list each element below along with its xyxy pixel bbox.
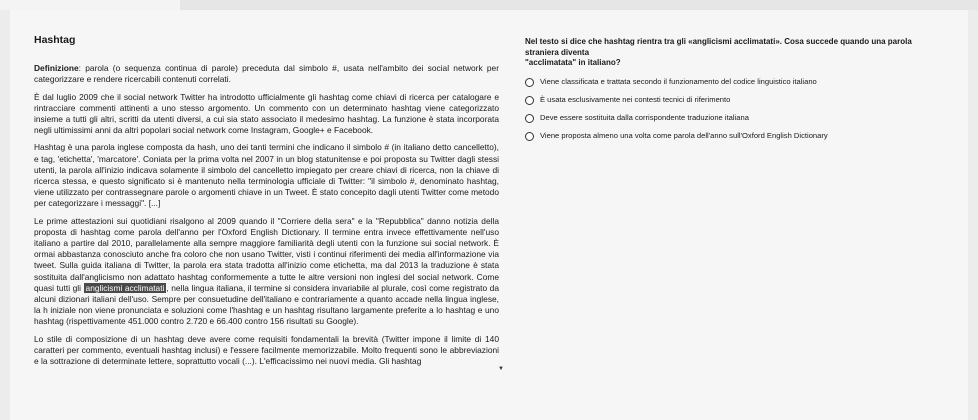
- answer-option-1[interactable]: Viene classificata e trattata secondo il funzionamento del codice linguistico italiano: [525, 77, 945, 89]
- answer-option-4[interactable]: Viene proposta almeno una volta come parola dell'anno sull'Oxford English Dictionary: [525, 131, 945, 143]
- answer-option-2[interactable]: È usata esclusivamente nei contesti tecnici di riferimento: [525, 95, 945, 107]
- scroll-down-icon[interactable]: ▼: [498, 366, 504, 372]
- definition-term: Definizione: [34, 63, 79, 74]
- paragraph-3: Hashtag è una parola inglese composta da hash, uno dei tanti termini che indicano il simbolo # (in italiano detto cancelletto), e tag, 'etichetta', 'marcatore'. Coniata per la prima volta nel 2007 in un blog statunitense e poi proposta su Twitter dagli stessi utenti, la parola all'inizio indicava solamente il simbolo del cancelletto impiegato per creare chiavi di ricerca, non la chiave di ricerca stessa, e questo significato si è mantenuto nella terminologia ufficiale di Twitter: "il simbolo #, denominato hashtag, viene utilizzato per contrassegnare parole o argomenti chiave in un Tweet. È stato concepito dagli utenti Twitter come metodo per categorizzare i messaggi". [...]: [34, 142, 499, 209]
- radio-button[interactable]: [525, 96, 534, 105]
- article-panel: [34, 34, 499, 367]
- browser-tab[interactable]: [0, 0, 180, 10]
- question-panel: [525, 37, 945, 149]
- highlighted-term: anglicismi acclimatati: [85, 282, 165, 293]
- paragraph-5: Lo stile di composizione di un hashtag deve avere come requisiti fondamentali la brevità (Twitter impone il limite di 140 caratteri per commento, eventuali hashtag inclusi) e l'essere facilmente memorizzabile. Molto frequenti sono le abbreviazioni e la sottrazione di determinate lettere, soprattutto vocali (...). L'efficacissimo nei nuovi media. Gli hashtag: [34, 333, 499, 367]
- browser-top-bar: [0, 0, 978, 10]
- radio-button[interactable]: [525, 114, 534, 123]
- radio-button[interactable]: [525, 132, 534, 141]
- article-title: Hashtag: [34, 34, 76, 46]
- paragraph-2: È dal luglio 2009 che il social network Twitter ha introdotto ufficialmente gli hashtag come chiavi di ricerca per catalogare e rintracciare commenti attinenti a uno stesso argomento. Un commento con un determinato hashtag viene categorizzato insieme a tutti gli altri, scritti da utenti diversi, a cui sia stato associato il medesimo hashtag. La funzione è stata incorporata negli ultimissimi anni da altri popolari social network come Instagram, Google+ e Facebook.: [34, 91, 499, 136]
- radio-button[interactable]: [525, 78, 534, 87]
- question-text: Nel testo si dice che hashtag rientra tra gli «anglicismi acclimatati». Cosa succede quando una parola straniera diventa "acclimatata" in italiano?: [525, 37, 912, 67]
- answer-option-3[interactable]: Deve essere sostituita dalla corrispondente traduzione italiana: [525, 113, 945, 125]
- paragraph-4: Le prime attestazioni sui quotidiani risalgono al 2009 quando il "Corriere della sera" e la "Repubblica" danno notizia della proposta di hashtag come parola dell'anno per l'Oxford English Dictionary. Il termine entra invece effettivamente nell'uso italiano a partire dal 2010, parallelamente alla sempre maggiore familiarità degli utenti con la funzione sui social network. È ormai abbastanza conosciuto anche fra coloro che non usano Twitter, visti i continui riferimenti dei media all'informazione via tweet. Sulla guida italiana di Twitter, la parola era stata tradotta all'inizio come etichetta, ma dal 2013 la traduzione è stata sostituita dall'anglicismo non adattato hashtag conformemente a tutte le altre versioni non inglesi del social network. Come quasi tutti gli anglicismi acclimatati , nella lingua italiana, il termine si considera invariabile al plurale, così come registrato da alcuni dizionari italiani dell'uso. Sempre per consuetudine dell'italiano e contrariamente a quanto accade nella lingua inglese, la h iniziale non viene pronunciata e soluzioni come l'hashtag e un hashtag risultano largamente preferite a lo hashtag e uno hashtag (rispettivamente 451.000 contro 2.720 e 66.400 contro 156 risultati su Google).: [34, 215, 499, 327]
- definition-paragraph: Definizione: parola (o sequenza continua di parole) preceduta dal simbolo #, usata nell'ambito dei social network per categorizzare e rendere ricercabili contenuti correlati.: [34, 63, 499, 85]
